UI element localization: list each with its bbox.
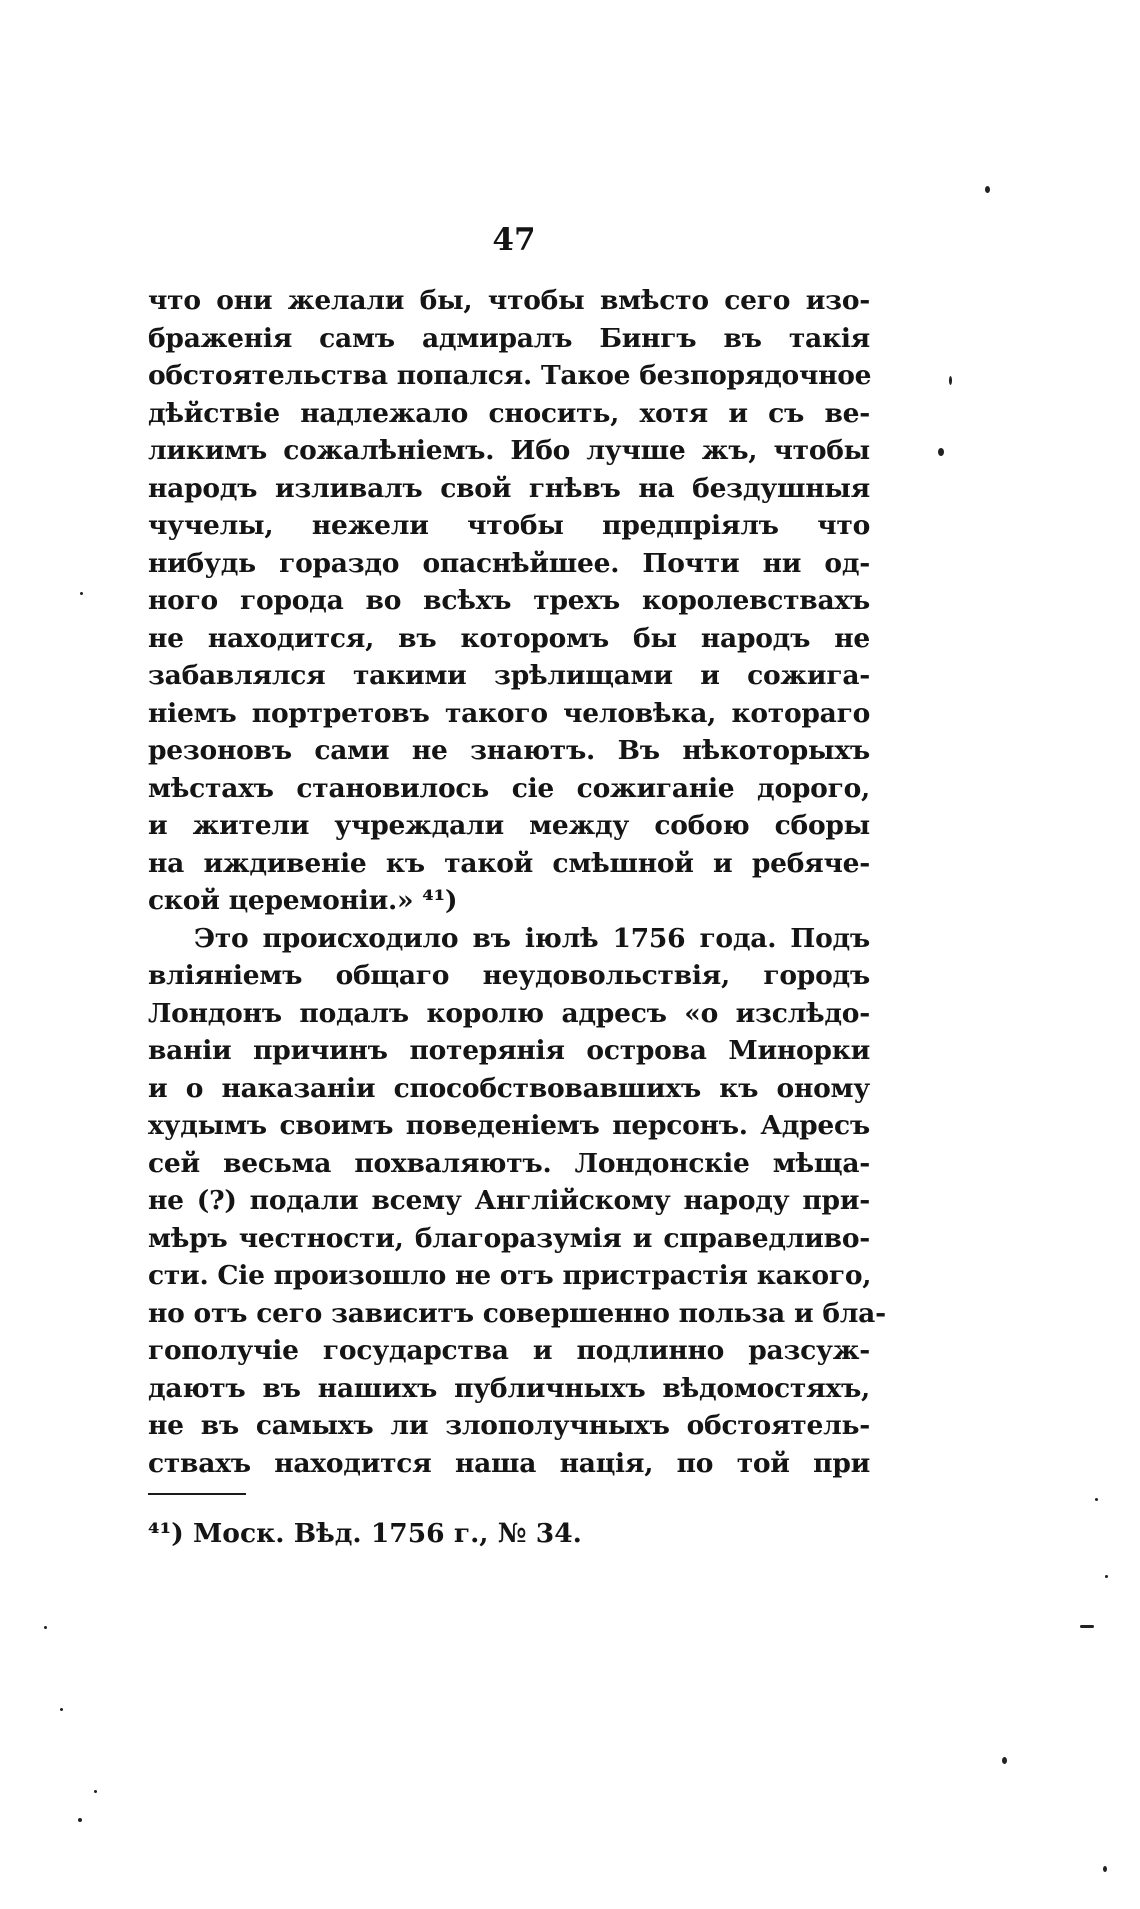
scan-speck [60,1708,63,1711]
text-line: ской церемоніи.» ⁴¹) [148,885,458,916]
text-line: ваніи причинъ потерянія острова Минорки [148,1035,870,1066]
scan-speck [80,592,83,595]
scan-speck [1105,1575,1108,1578]
text-line: не въ самыхъ ли злополучныхъ обстоятель- [148,1410,870,1441]
footnote: ⁴¹) Моск. Вѣд. 1756 г., № 34. [148,1518,582,1549]
paragraph-start-line: Это происходило въ іюлѣ 1756 года. Подъ [194,922,870,954]
scan-speck [949,376,952,385]
footnote-divider [148,1493,246,1495]
text-line: чучелы, нежели чтобы предпріялъ что [148,510,870,541]
text-line: на иждивеніе къ такой смѣшной и ребяче- [148,847,870,879]
text-line: забавлялся такими зрѣлищами и сожига- [148,660,870,691]
scan-speck [938,448,944,456]
text-line: ликимъ сожалѣніемъ. Ибо лучше жъ, чтобы [148,435,870,466]
text-line: ствахъ находится наша нація, по той при [148,1447,870,1479]
text-line: и о наказаніи способствовавшихъ къ оному [148,1072,870,1104]
text-line: вліяніемъ общаго неудовольствія, городъ [148,960,870,991]
scan-speck [94,1790,97,1793]
text-line: мѣръ честности, благоразумія и справедливо- [148,1222,870,1254]
scan-speck [1103,1866,1107,1872]
scan-speck [1002,1757,1007,1764]
text-line: Лондонъ подалъ королю адресъ «о изслѣдо- [148,997,870,1029]
text-line: ніемъ портретовъ такого человѣка, котораго [148,697,870,729]
text-line: не находится, въ которомъ бы народъ не [148,622,870,654]
text-line: но отъ сего зависитъ совершенно польза и бла- [148,1297,886,1329]
text-line: гополучіе государства и подлинно разсуж- [148,1335,870,1366]
text-line: нибудь гораздо опаснѣйшее. Почти ни од- [148,547,870,579]
page-number: 47 [492,222,536,258]
text-line: обстоятельства попался. Такое безпорядочное [148,360,872,391]
text-line: сти. Сіе произошло не отъ пристрастія какого, [148,1260,872,1291]
text-line: мѣстахъ становилось сіе сожиганіе дорого, [148,772,870,804]
scan-speck [985,186,990,193]
text-line: что они желали бы, чтобы вмѣсто сего изо- [148,285,870,316]
scan-speck [1095,1498,1098,1501]
text-line: дѣйствіе надлежало сносить, хотя и съ ве- [148,397,870,429]
text-line: сей весьма похваляютъ. Лондонскіе мѣща- [148,1147,870,1179]
text-line: не (?) подали всему Англійскому народу при- [148,1185,870,1216]
text-line: худымъ своимъ поведеніемъ персонъ. Адресъ [148,1110,870,1141]
scan-speck [1080,1625,1094,1628]
text-line: резоновъ сами не знаютъ. Въ нѣкоторыхъ [148,735,870,766]
scan-speck [44,1626,47,1629]
text-line: народъ изливалъ свой гнѣвъ на бездушныя [148,472,870,504]
text-line: ного города во всѣхъ трехъ королевствахъ [148,585,870,616]
body-text [148,282,886,1482]
text-line: и жители учреждали между собою сборы [148,810,870,841]
text-line: браженія самъ адмиралъ Бингъ въ такія [148,322,870,354]
text-line: даютъ въ нашихъ публичныхъ вѣдомостяхъ, [148,1372,870,1404]
scan-speck [78,1818,82,1822]
